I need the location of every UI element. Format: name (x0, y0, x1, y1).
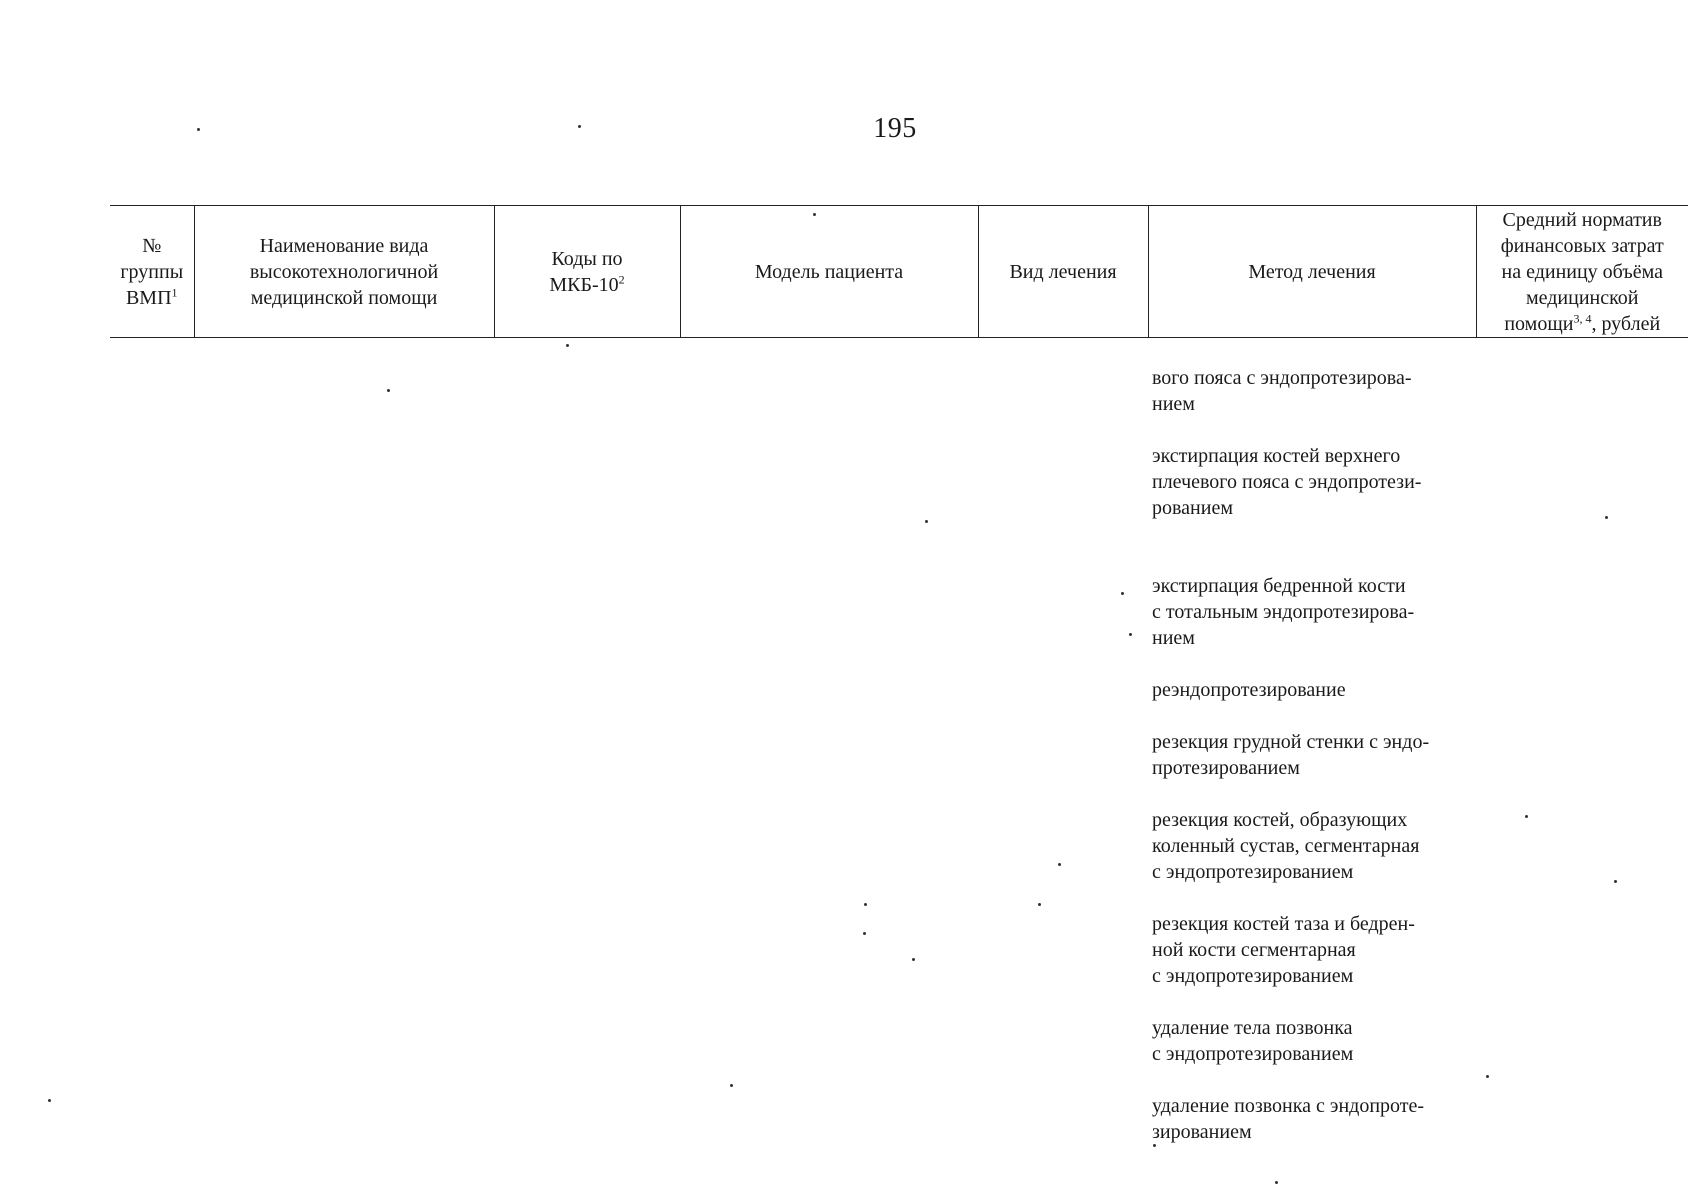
header-care-type-name-text: Наименование вида высокотехнологичной медицинской помощи (249, 234, 439, 309)
header-patient-model (680, 206, 978, 338)
scan-speck (1614, 880, 1617, 883)
header-average-cost-text: Средний норматив финансовых затрат на единицу объёма медицинской помощи (1500, 208, 1664, 335)
scan-speck (864, 903, 867, 906)
method-item: экстирпация бедренной кости с тотальным эндопротезирова- нием (1152, 575, 1415, 649)
scan-speck (48, 1099, 51, 1102)
scan-speck (566, 344, 569, 347)
header-treatment-type-text: Вид лечения (1009, 260, 1117, 283)
page-number: 195 (873, 113, 917, 144)
scan-speck (197, 128, 200, 131)
method-item: резекция костей, образующих коленный сустав, сегментарная с эндопротезированием (1152, 809, 1420, 883)
footnote-marker: 1 (171, 284, 178, 299)
table-header (110, 205, 1688, 338)
scan-speck (1121, 592, 1124, 595)
scan-speck (912, 958, 915, 961)
header-treatment-type (978, 206, 1148, 338)
header-icd-codes-text: Коды по МКБ-10 (549, 247, 623, 296)
header-icd-codes (494, 206, 680, 338)
scan-speck (387, 389, 390, 392)
scan-speck (813, 213, 816, 216)
footnote-marker: 2 (618, 271, 625, 286)
method-item: удаление тела позвонка с эндопротезированием (1152, 1017, 1354, 1065)
method-item: экстирпация костей верхнего плечевого пояса с эндопротези- рованием (1152, 445, 1422, 519)
scan-speck (1525, 815, 1528, 818)
method-item: резекция костей таза и бедрен- ной кости сегментарная с эндопротезированием (1152, 913, 1415, 987)
scan-speck (1058, 863, 1061, 866)
header-group-number-text: № группы ВМП (120, 234, 184, 309)
scan-speck (1153, 1144, 1156, 1147)
scan-speck (925, 520, 928, 523)
scan-speck (730, 1084, 733, 1087)
scan-speck (863, 932, 866, 935)
footnote-marker: 3, 4 (1573, 310, 1592, 325)
header-patient-model-text: Модель пациента (754, 260, 904, 283)
method-item: удаление позвонка с эндопроте- зированием (1152, 1095, 1425, 1143)
header-treatment-method-text: Метод лечения (1248, 260, 1376, 283)
method-item: вого пояса с эндопротезирова- нием (1152, 367, 1412, 415)
header-group-number (110, 206, 194, 338)
method-item: резекция грудной стенки с эндо- протезированием (1152, 731, 1430, 779)
scan-speck (1486, 1075, 1489, 1078)
header-treatment-method (1148, 206, 1476, 338)
scan-speck (1275, 1181, 1278, 1184)
scan-speck (1605, 516, 1608, 519)
header-average-cost (1476, 206, 1688, 338)
scan-speck (1129, 633, 1132, 636)
header-average-cost-unit: , рублей (1591, 312, 1661, 335)
header-care-type-name (194, 206, 494, 338)
scan-speck (1038, 903, 1041, 906)
method-item: реэндопротезирование (1152, 679, 1346, 701)
scan-speck (578, 125, 581, 128)
